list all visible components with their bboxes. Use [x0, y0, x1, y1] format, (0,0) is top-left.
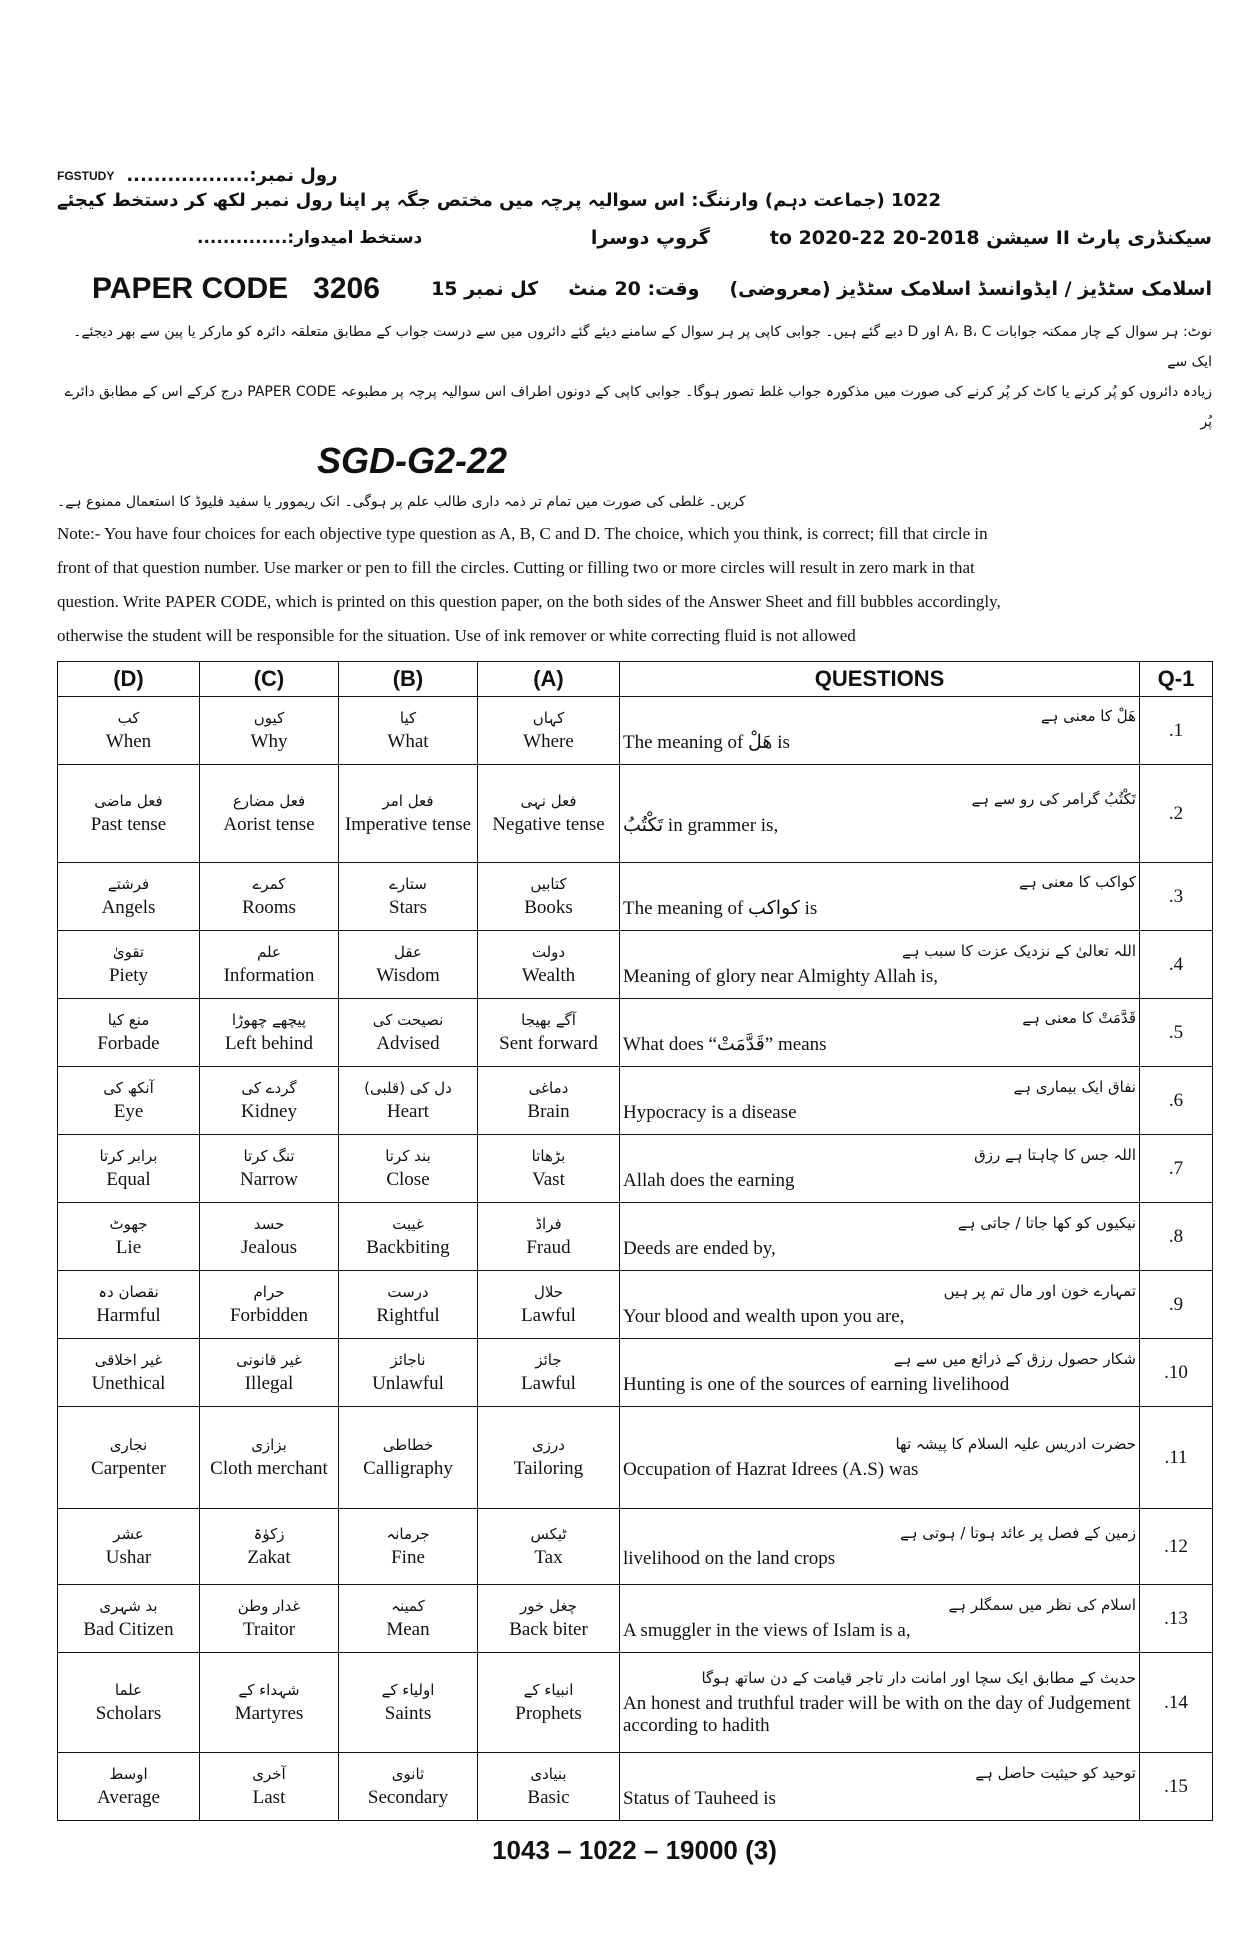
- option-urdu: درست: [387, 1282, 429, 1301]
- option-english: Prophets: [515, 1702, 582, 1724]
- table-row: [58, 765, 1213, 863]
- urdu-note-last-row: [57, 439, 1212, 517]
- option-urdu: حسد: [253, 1214, 285, 1233]
- option-english: Wisdom: [376, 964, 440, 986]
- option-urdu: شہداء کے: [238, 1680, 300, 1699]
- question-text: [620, 1407, 1140, 1509]
- table-row: [58, 1271, 1213, 1339]
- option-a: [478, 1135, 620, 1203]
- option-urdu: بنیادی: [530, 1764, 567, 1783]
- option-urdu: فعل نہی: [520, 791, 577, 810]
- option-english: Sent forward: [499, 1032, 598, 1054]
- session-block: [591, 227, 1212, 249]
- option-english: Where: [523, 730, 574, 752]
- question-english: Meaning of glory near Almighty Allah is,: [623, 965, 939, 987]
- option-english: Ushar: [105, 1546, 152, 1568]
- question-urdu: شکار حصول رزق کے ذرائع میں سے ہے: [893, 1349, 1136, 1368]
- option-b: [339, 1653, 478, 1753]
- question-english: Hunting is one of the sources of earning livelihood: [623, 1373, 1010, 1395]
- option-urdu: انبیاء کے: [523, 1680, 574, 1699]
- option-urdu: منع کیا: [107, 1010, 150, 1029]
- question-text: [620, 1585, 1140, 1653]
- question-urdu: کواکب کا معنی ہے: [1019, 873, 1136, 891]
- option-urdu: حلال: [533, 1282, 564, 1301]
- option-urdu: بزازی: [251, 1435, 287, 1454]
- question-text: [620, 931, 1140, 999]
- option-english: Average: [97, 1786, 160, 1808]
- option-c: [200, 1203, 339, 1271]
- option-urdu: دولت: [531, 942, 566, 961]
- option-urdu: کب: [117, 708, 140, 727]
- question-text: [620, 1339, 1140, 1407]
- question-text: [620, 1203, 1140, 1271]
- option-english: Information: [223, 964, 315, 986]
- question-number: .2: [1140, 765, 1213, 863]
- option-urdu: نجاری: [109, 1435, 148, 1454]
- question-text: [620, 1067, 1140, 1135]
- option-english: Rooms: [242, 896, 296, 918]
- option-english: Last: [252, 1786, 286, 1808]
- option-urdu: کتابیں: [530, 874, 567, 893]
- question-english: What does “قَدَّمَتْ” means: [623, 1034, 827, 1055]
- roll-number-field: رول نمبر:..................: [126, 165, 338, 186]
- option-urdu: خطاطی: [382, 1435, 434, 1454]
- option-urdu: فعل مضارع: [232, 791, 306, 810]
- option-english: Imperative tense: [344, 813, 472, 835]
- option-english: Narrow: [239, 1168, 299, 1190]
- question-urdu: قَدَّمَتْ کا معنی ہے: [1022, 1009, 1136, 1027]
- option-english: Cloth merchant: [210, 1457, 328, 1479]
- option-urdu: غدار وطن: [237, 1596, 301, 1615]
- option-urdu: گردے کی: [241, 1078, 297, 1097]
- option-urdu: آگے بھیجا: [521, 1010, 576, 1029]
- table-row: [58, 931, 1213, 999]
- option-english: Close: [386, 1168, 430, 1190]
- option-d: [58, 697, 200, 765]
- question-english: The meaning of هَلْ is: [623, 732, 790, 753]
- option-urdu: کیا: [399, 708, 417, 727]
- question-text: [620, 863, 1140, 931]
- question-text: [620, 765, 1140, 863]
- question-text: [620, 697, 1140, 765]
- option-c: [200, 999, 339, 1067]
- table-row: [58, 1203, 1213, 1271]
- option-urdu: فعل امر: [382, 791, 434, 810]
- class-session: سیکنڈری پارٹ II سیشن 2018-20 to 2020-22: [769, 227, 1212, 249]
- option-urdu: بڑھاتا: [531, 1146, 566, 1165]
- option-d: [58, 1067, 200, 1135]
- option-english: Aorist tense: [223, 813, 315, 835]
- table-row: [58, 1407, 1213, 1509]
- option-english: Jealous: [241, 1236, 297, 1258]
- question-english: Your blood and wealth upon you are,: [623, 1305, 905, 1327]
- header-row-2: [57, 221, 1212, 255]
- question-english: Deeds are ended by,: [623, 1237, 776, 1259]
- question-english: Hypocracy is a disease: [623, 1101, 797, 1123]
- col-b: (B): [339, 662, 478, 697]
- option-urdu: برابر کرتا: [99, 1146, 158, 1165]
- option-urdu: جرمانہ: [386, 1524, 430, 1543]
- question-english: The meaning of کواکب is: [623, 898, 818, 919]
- option-english: Fine: [391, 1546, 425, 1568]
- option-english: Piety: [108, 964, 149, 986]
- option-urdu: فعل ماضی: [94, 791, 163, 810]
- option-urdu: کمینہ: [391, 1596, 425, 1615]
- warning-line: 1022 (جماعت دہم) وارننگ: اس سوالیہ پرچہ میں مختص جگہ پر اپنا رول نمبر لکھ کر دستخط کیجئے: [57, 190, 942, 211]
- question-urdu: تمہارے خون اور مال تم پر ہیں: [943, 1281, 1136, 1300]
- option-english: Vast: [532, 1168, 565, 1190]
- option-english: Unlawful: [372, 1372, 444, 1394]
- option-urdu: فرشتے: [107, 874, 150, 893]
- option-urdu: بند کرتا: [385, 1146, 431, 1165]
- header-row-3: [57, 267, 1212, 311]
- question-urdu: اللہ جس کا چاہتا ہے رزق: [974, 1145, 1136, 1164]
- option-urdu: نقصان دہ: [98, 1282, 159, 1301]
- option-b: [339, 1067, 478, 1135]
- roll-block: [57, 165, 337, 186]
- option-urdu: فراڈ: [535, 1214, 562, 1233]
- option-urdu: غیبت: [392, 1214, 424, 1233]
- option-a: [478, 1585, 620, 1653]
- paper-code-label: PAPER CODE: [92, 272, 289, 305]
- option-english: Fraud: [526, 1236, 571, 1258]
- time-allowed: وقت: 20 منٹ: [568, 278, 700, 300]
- option-english: Zakat: [247, 1546, 291, 1568]
- option-urdu: اوسط: [109, 1764, 148, 1783]
- option-english: Scholars: [95, 1702, 162, 1724]
- option-d: [58, 1653, 200, 1753]
- question-number: .14: [1140, 1653, 1213, 1753]
- option-english: Negative tense: [492, 813, 605, 835]
- option-english: Forbade: [97, 1032, 160, 1054]
- option-english: Illegal: [244, 1372, 294, 1394]
- option-english: Tax: [534, 1546, 563, 1568]
- option-urdu: غیر اخلاقی: [94, 1350, 163, 1369]
- question-number: .6: [1140, 1067, 1213, 1135]
- question-number: .11: [1140, 1407, 1213, 1509]
- option-urdu: آنکھ کی: [103, 1078, 154, 1097]
- question-number: .3: [1140, 863, 1213, 931]
- option-c: [200, 1135, 339, 1203]
- option-english: Past tense: [90, 813, 167, 835]
- option-a: [478, 1753, 620, 1821]
- option-d: [58, 1271, 200, 1339]
- option-b: [339, 1585, 478, 1653]
- option-b: [339, 1135, 478, 1203]
- question-urdu: تَکْتُبُ گرامر کی رو سے ہے: [971, 790, 1136, 808]
- option-b: [339, 931, 478, 999]
- question-number: .13: [1140, 1585, 1213, 1653]
- option-c: [200, 1509, 339, 1585]
- english-note-line: otherwise the student will be responsible for the situation. Use of ink remover or white correcting fluid is not allowed: [57, 626, 856, 645]
- option-urdu: دل کی (قلبی): [364, 1078, 452, 1097]
- option-c: [200, 1653, 339, 1753]
- option-english: Mean: [386, 1618, 430, 1640]
- option-b: [339, 765, 478, 863]
- question-number: .7: [1140, 1135, 1213, 1203]
- option-a: [478, 863, 620, 931]
- col-a: (A): [478, 662, 620, 697]
- question-number: .4: [1140, 931, 1213, 999]
- question-text: [620, 1509, 1140, 1585]
- english-note-line: question. Write PAPER CODE, which is printed on this question paper, on the both sides of the Answer Sheet and fill bubbles accordingly,: [57, 592, 1001, 611]
- option-b: [339, 999, 478, 1067]
- question-text: [620, 1135, 1140, 1203]
- option-urdu: عشر: [113, 1524, 144, 1543]
- question-urdu: هَلْ کا معنی ہے: [1040, 707, 1136, 725]
- table-header: [58, 662, 1213, 697]
- option-b: [339, 1509, 478, 1585]
- question-english: An honest and truthful trader will be with on the day of Judgement according to hadith: [623, 1692, 1131, 1736]
- option-urdu: علم: [257, 942, 281, 961]
- option-c: [200, 863, 339, 931]
- option-english: Forbidden: [229, 1304, 309, 1326]
- question-number: .10: [1140, 1339, 1213, 1407]
- handwritten-code: SGD-G2-22: [317, 440, 508, 481]
- option-urdu: چغل خور: [520, 1596, 577, 1615]
- watermark: FGSTUDY: [57, 168, 115, 183]
- col-q-number: Q-1: [1140, 662, 1213, 697]
- paper-code-value: 3206: [313, 272, 380, 305]
- option-urdu: ستارے: [389, 874, 427, 893]
- option-a: [478, 1509, 620, 1585]
- option-urdu: حرام: [253, 1282, 285, 1301]
- question-text: [620, 1271, 1140, 1339]
- subject-title: اسلامک سٹڈیز / ایڈوانسڈ اسلامک سٹڈیز (معروضی): [729, 278, 1212, 300]
- option-urdu: ثانوی: [391, 1764, 425, 1783]
- question-number: .12: [1140, 1509, 1213, 1585]
- table-row: [58, 697, 1213, 765]
- option-english: Lawful: [521, 1304, 576, 1326]
- option-d: [58, 1753, 200, 1821]
- option-b: [339, 1271, 478, 1339]
- question-urdu: نفاق ایک بیماری ہے: [1013, 1077, 1136, 1096]
- option-english: Wealth: [521, 964, 576, 986]
- question-english: A smuggler in the views of Islam is a,: [623, 1619, 911, 1641]
- option-urdu: عقل: [394, 942, 422, 961]
- option-d: [58, 1203, 200, 1271]
- option-a: [478, 1653, 620, 1753]
- option-b: [339, 1203, 478, 1271]
- option-c: [200, 1585, 339, 1653]
- option-english: Calligraphy: [363, 1457, 453, 1479]
- option-d: [58, 1585, 200, 1653]
- option-b: [339, 697, 478, 765]
- col-questions: QUESTIONS: [620, 662, 1140, 697]
- option-english: Equal: [106, 1168, 151, 1190]
- option-a: [478, 1203, 620, 1271]
- table-row: [58, 1339, 1213, 1407]
- option-english: Eye: [113, 1100, 144, 1122]
- header-row-1: [57, 165, 1212, 211]
- table-row: [58, 1509, 1213, 1585]
- question-english: Allah does the earning: [623, 1169, 795, 1191]
- option-urdu: غیر قانونی: [236, 1350, 302, 1369]
- option-c: [200, 697, 339, 765]
- option-urdu: علما: [114, 1680, 143, 1699]
- option-d: [58, 1509, 200, 1585]
- question-english: تَکْتُبُ in grammer is,: [623, 815, 779, 836]
- option-english: Backbiting: [366, 1236, 450, 1258]
- option-urdu: کیوں: [253, 708, 285, 727]
- col-c: (C): [200, 662, 339, 697]
- option-a: [478, 999, 620, 1067]
- option-urdu: تقویٰ: [112, 942, 145, 961]
- option-urdu: آخری: [252, 1764, 286, 1783]
- option-c: [200, 931, 339, 999]
- option-a: [478, 1067, 620, 1135]
- option-a: [478, 1271, 620, 1339]
- option-d: [58, 1339, 200, 1407]
- option-english: Why: [250, 730, 288, 752]
- question-urdu: حدیث کے مطابق ایک سچا اور امانت دار تاجر قیامت کے دن ساتھ ہوگا: [701, 1668, 1136, 1687]
- question-urdu: نیکیوں کو کھا جاتا / جاتی ہے: [957, 1213, 1136, 1232]
- option-b: [339, 1753, 478, 1821]
- option-b: [339, 1339, 478, 1407]
- option-english: Back biter: [509, 1618, 588, 1640]
- option-english: Left behind: [224, 1032, 314, 1054]
- english-note-line: Note:- You have four choices for each objective type question as A, B, C and D. The choice, which you think, is correct; fill that circle in: [57, 524, 988, 543]
- table-row: [58, 1067, 1213, 1135]
- option-d: [58, 931, 200, 999]
- question-number: .5: [1140, 999, 1213, 1067]
- total-marks: کل نمبر 15: [431, 278, 539, 300]
- urdu-note-line: کریں۔ غلطی کی صورت میں تمام تر ذمہ داری طالب علم پر ہوگی۔ انک ریموور یا سفید فلیوڈ کا استعمال ممنوع ہے۔: [57, 494, 746, 510]
- urdu-note-line: نوٹ: ہر سوال کے چار ممکنہ جوابات A، B، C اور D دیے گئے ہیں۔ جوابی کاپی پر ہر سوال کے سامنے دیئے گئے دائروں میں سے درست جواب کے مطابق متعلقہ دائرہ کو مارکر یا پین سے بھر دیجئے۔ ایک سے: [73, 324, 1212, 370]
- option-urdu: بد شہری: [99, 1596, 158, 1615]
- table-row: [58, 1653, 1213, 1753]
- option-english: Secondary: [367, 1786, 449, 1808]
- question-urdu: حضرت ادریس علیہ السلام کا پیشہ تھا: [895, 1434, 1136, 1453]
- option-english: Basic: [527, 1786, 570, 1808]
- option-english: Carpenter: [91, 1457, 166, 1479]
- option-urdu: پیچھے چھوڑا: [231, 1010, 307, 1029]
- option-urdu: جائز: [535, 1350, 562, 1369]
- option-english: Angels: [101, 896, 156, 918]
- question-number: .15: [1140, 1753, 1213, 1821]
- option-english: Tailoring: [513, 1457, 584, 1479]
- option-english: Rightful: [376, 1304, 440, 1326]
- option-c: [200, 1271, 339, 1339]
- option-urdu: زکوٰۃ: [253, 1524, 285, 1543]
- option-urdu: تنگ کرتا: [243, 1146, 295, 1165]
- question-urdu: اسلام کی نظر میں سمگلر ہے: [948, 1595, 1136, 1614]
- option-english: Saints: [384, 1702, 432, 1724]
- question-number: .1: [1140, 697, 1213, 765]
- option-english: Stars: [389, 896, 427, 918]
- paper-code: [92, 272, 380, 306]
- option-c: [200, 1407, 339, 1509]
- option-c: [200, 1339, 339, 1407]
- question-number: .9: [1140, 1271, 1213, 1339]
- option-english: Lawful: [521, 1372, 576, 1394]
- option-a: [478, 765, 620, 863]
- table-row: [58, 999, 1213, 1067]
- option-english: Traitor: [242, 1618, 296, 1640]
- option-urdu: نصیحت کی: [372, 1010, 444, 1029]
- option-english: Advised: [376, 1032, 440, 1054]
- option-english: What: [387, 730, 429, 752]
- question-english: Status of Tauheed is: [623, 1787, 776, 1809]
- question-urdu: زمین کے فصل پر عائد ہوتا / ہوتی ہے: [900, 1523, 1136, 1542]
- question-text: [620, 1753, 1140, 1821]
- option-b: [339, 863, 478, 931]
- paper-content: [57, 165, 1212, 1866]
- question-urdu: اللہ تعالیٰ کے نزدیک عزت کا سبب ہے: [901, 941, 1136, 960]
- group: گروپ دوسرا: [590, 227, 710, 249]
- option-c: [200, 1753, 339, 1821]
- question-text: [620, 999, 1140, 1067]
- table-row: [58, 1753, 1213, 1821]
- option-urdu: کہاں: [532, 708, 565, 727]
- question-english: livelihood on the land crops: [623, 1547, 836, 1569]
- option-english: Books: [524, 896, 573, 918]
- english-note-line: front of that question number. Use marker or pen to fill the circles. Cutting or filling two or more circles will result in zero mark in that: [57, 558, 975, 577]
- option-d: [58, 1135, 200, 1203]
- table-row: [58, 1585, 1213, 1653]
- option-english: When: [105, 730, 152, 752]
- option-english: Kidney: [241, 1100, 297, 1122]
- option-d: [58, 863, 200, 931]
- option-urdu: کمرے: [252, 874, 286, 893]
- question-number: .8: [1140, 1203, 1213, 1271]
- option-english: Unethical: [91, 1372, 166, 1394]
- option-english: Harmful: [96, 1304, 161, 1326]
- option-urdu: جھوٹ: [109, 1214, 148, 1233]
- option-english: Heart: [386, 1100, 430, 1122]
- question-text: [620, 1653, 1140, 1753]
- option-english: Martyres: [234, 1702, 304, 1724]
- option-a: [478, 1339, 620, 1407]
- option-urdu: درزی: [532, 1435, 565, 1454]
- question-english: Occupation of Hazrat Idrees (A.S) was: [623, 1458, 919, 1480]
- option-d: [58, 999, 200, 1067]
- option-d: [58, 1407, 200, 1509]
- question-urdu: توحید کو حیثیت حاصل ہے: [975, 1763, 1136, 1782]
- footer-code: 1043 – 1022 – 19000 (3): [492, 1835, 777, 1865]
- option-english: Brain: [527, 1100, 570, 1122]
- option-c: [200, 765, 339, 863]
- option-c: [200, 1067, 339, 1135]
- option-urdu: ناجائز: [390, 1350, 426, 1369]
- option-d: [58, 765, 200, 863]
- subject-block: [431, 278, 1212, 300]
- option-b: [339, 1407, 478, 1509]
- option-a: [478, 697, 620, 765]
- option-urdu: ٹیکس: [530, 1524, 567, 1543]
- questions-table: [57, 661, 1213, 1821]
- table-row: [58, 1135, 1213, 1203]
- option-urdu: اولیاء کے: [381, 1680, 435, 1699]
- table-row: [58, 863, 1213, 931]
- col-d: (D): [58, 662, 200, 697]
- option-a: [478, 931, 620, 999]
- option-english: Bad Citizen: [83, 1618, 174, 1640]
- signature-field: دستخط امیدوار:..............: [197, 228, 423, 248]
- option-english: Lie: [115, 1236, 142, 1258]
- option-urdu: دماغی: [528, 1078, 569, 1097]
- urdu-note-line: زیادہ دائروں کو پُر کرنے یا کاٹ کر پُر کرنے کی صورت میں مذکورہ جواب غلط تصور ہوگا۔ جوابی کاپی کے دونوں اطراف اس سوالیہ پرچہ پر مطبوعہ PAPER CODE درج کرکے اس کے مطابق دائرے پُر: [64, 384, 1212, 430]
- option-a: [478, 1407, 620, 1509]
